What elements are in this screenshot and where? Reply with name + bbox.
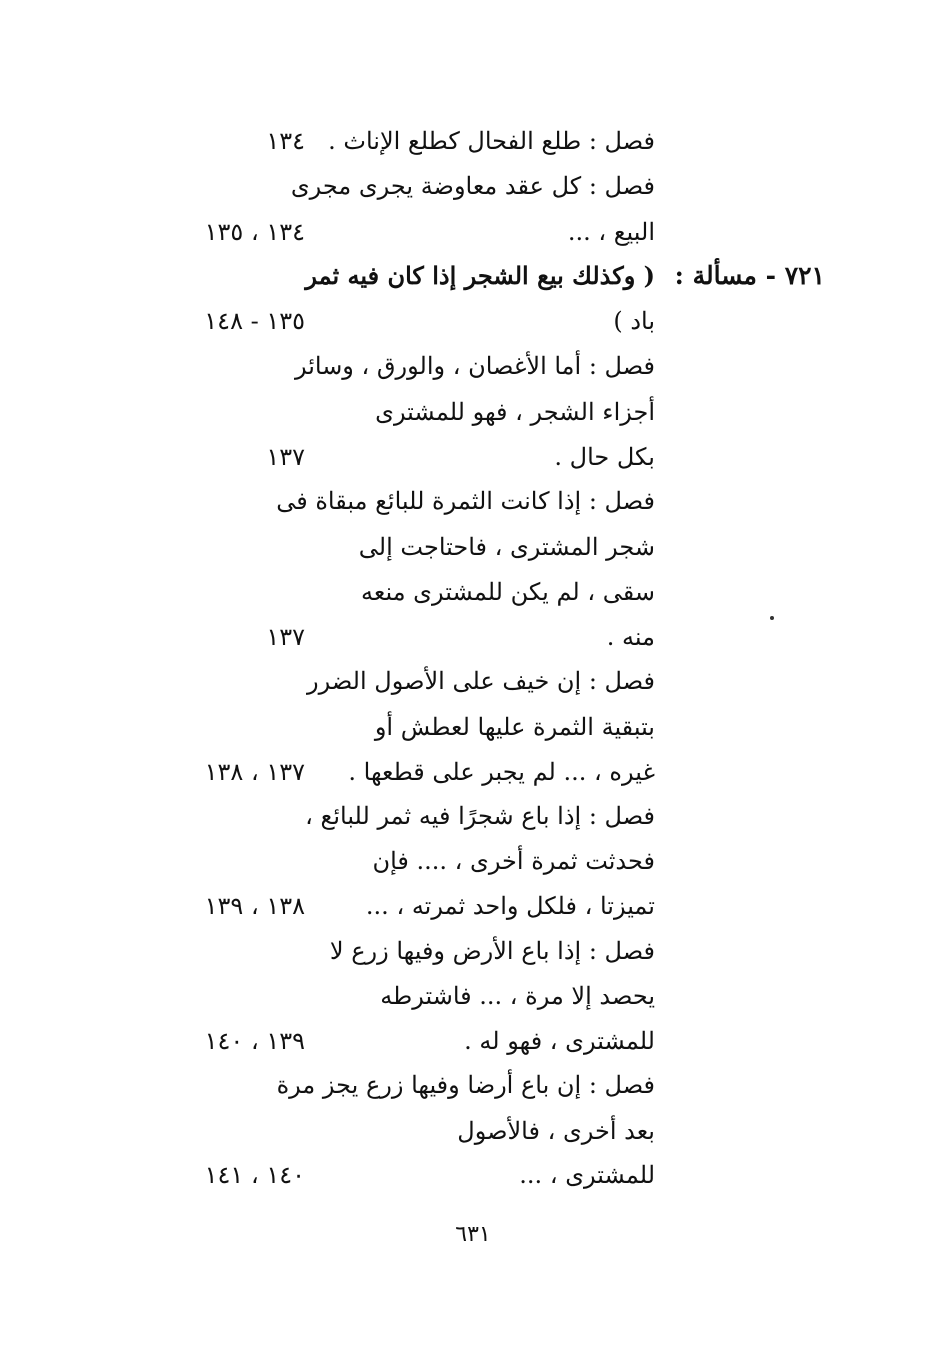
page-number: ٦٣١ — [455, 1222, 491, 1247]
entry-text: تميزتا ، فلكل واحد ثمرته ، ... — [365, 892, 655, 920]
entry-text: فحدثت ثمرة أخرى ، .... فإن — [372, 847, 655, 875]
entry-text: فصل : طلع الفحال كطلع الإناث . — [328, 127, 655, 155]
entry-text: منه . — [606, 623, 655, 651]
entry-page-ref: ١٣٧ — [266, 443, 305, 471]
entry-text: للمشترى ، فهو له . — [464, 1027, 655, 1055]
entry-text: باد ) — [613, 307, 655, 335]
entry-page-ref: ١٣٤ — [266, 127, 305, 155]
entry-text: فصل : إذا كانت الثمرة للبائع مبقاة فى — [276, 487, 655, 515]
entry-text: فصل : أما الأغصان ، والورق ، وسائر — [294, 352, 655, 380]
masala-text: ( وكذلك بيع الشجر إذا كان فيه ثمر — [305, 261, 655, 290]
entry-page-ref: ١٣٧ — [266, 623, 305, 651]
entry-page-ref: ١٣٤ ، ١٣٥ — [204, 218, 305, 246]
entry-text: غيره ، ... لم يجبر على قطعها . — [348, 758, 655, 786]
entry-text: بكل حال . — [554, 443, 655, 471]
entry-text: بعد أخرى ، فالأصول — [457, 1117, 655, 1145]
masala-label: ٧٢١ - مسألة : — [674, 261, 825, 290]
entry-text: سقى ، لم يكن للمشترى منعه — [361, 578, 655, 606]
entry-text: أجزاء الشجر ، فهو للمشترى — [375, 398, 655, 426]
entry-text: فصل : كل عقد معاوضة يجرى مجرى — [290, 172, 655, 200]
entry-text: للمشترى ، ... — [519, 1161, 655, 1189]
entry-text: بتبقية الثمرة عليها لعطش أو — [374, 713, 655, 741]
entry-page-ref: ١٣٧ ، ١٣٨ — [204, 758, 305, 786]
entry-text: فصل : إن باع أرضا وفيها زرع يجز مرة — [276, 1071, 655, 1099]
entry-text: فصل : إن خيف على الأصول الضرر — [307, 667, 655, 695]
entry-text: البيع ، ... — [567, 218, 655, 246]
entry-page-ref: ١٣٨ ، ١٣٩ — [204, 892, 305, 920]
entry-page-ref: ١٣٥ - ١٤٨ — [204, 307, 305, 335]
entry-text: فصل : إذا باع الأرض وفيها زرع لا — [329, 937, 655, 965]
entry-text: فصل : إذا باع شجرًا فيه ثمر للبائع ، — [305, 802, 655, 830]
entry-text: شجر المشترى ، فاحتاجت إلى — [358, 533, 655, 561]
entry-text: يحصد إلا مرة ، ... فاشترطه — [380, 982, 655, 1010]
stray-dot — [770, 616, 774, 620]
entry-page-ref: ١٤٠ ، ١٤١ — [204, 1161, 305, 1189]
entry-page-ref: ١٣٩ ، ١٤٠ — [204, 1027, 305, 1055]
